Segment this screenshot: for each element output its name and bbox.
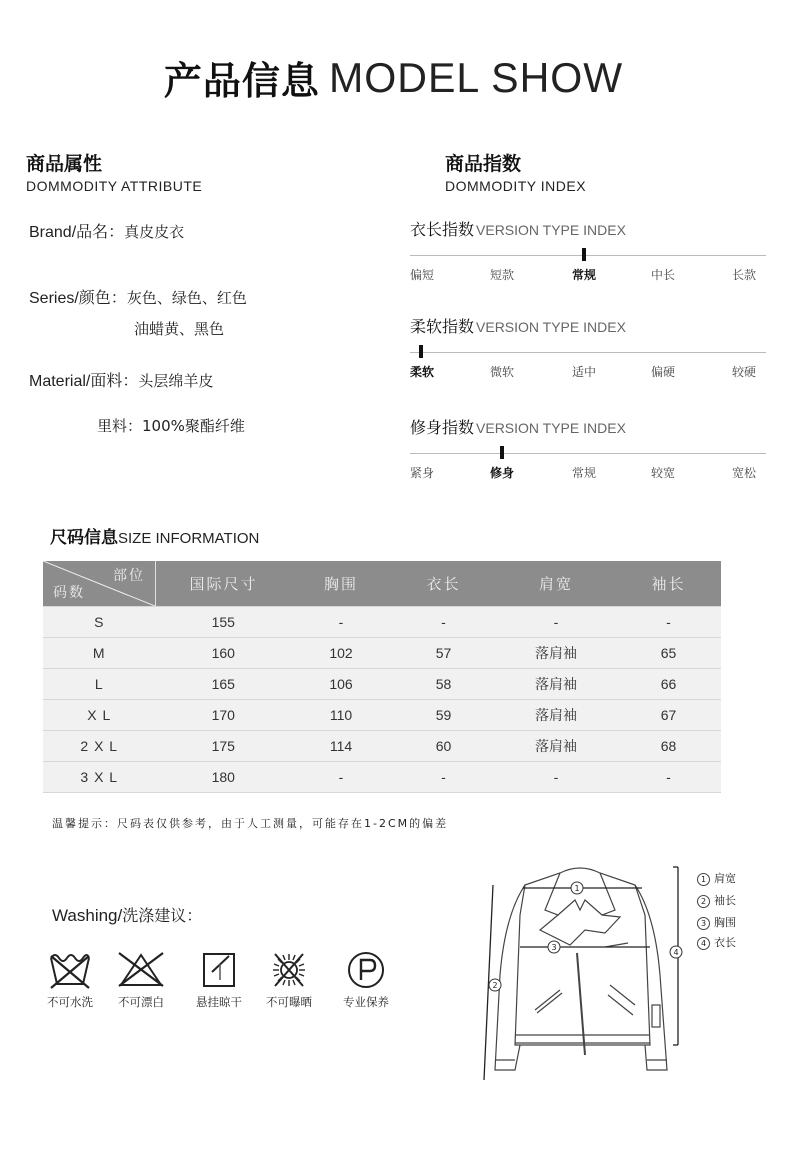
washing-heading-en: Washing/ <box>52 906 123 925</box>
size-cell: - <box>496 762 616 793</box>
wash-label: 不可漂白 <box>118 995 164 1009</box>
size-cell: 落肩袖 <box>496 700 616 731</box>
scale-option: 较宽 <box>651 466 676 480</box>
size-cell: - <box>391 607 496 638</box>
material-label: Material/面料： <box>29 373 139 390</box>
index-heading-cn: 商品指数 <box>445 153 522 175</box>
scale-option: 偏短 <box>410 268 435 282</box>
washing-heading <box>52 903 202 926</box>
series-label: Series/颜色： <box>29 290 127 307</box>
legend-label: 胸围 <box>714 916 736 929</box>
size-row <box>43 638 721 669</box>
scale-option: 常规 <box>572 268 597 282</box>
lining-value: 100%聚酯纤维 <box>142 417 245 435</box>
series-row-2 <box>134 318 224 339</box>
softness-index <box>410 314 766 381</box>
material-row <box>29 368 213 391</box>
size-cell: - <box>391 762 496 793</box>
legend-item <box>697 934 736 950</box>
size-row <box>43 762 721 793</box>
series-row <box>29 285 247 308</box>
series-line1: 灰色、绿色、红色 <box>126 289 247 307</box>
diagram-marker-2: 2 <box>492 981 498 990</box>
column-header: 胸围 <box>291 561 391 607</box>
legend-item <box>697 892 736 908</box>
size-cell: 68 <box>616 731 721 762</box>
scale-title-en: VERSION TYPE INDEX <box>476 222 626 238</box>
size-label: 3 X L <box>43 762 156 793</box>
size-cell: - <box>291 762 391 793</box>
size-label: L <box>43 669 156 700</box>
scale-title-cn: 修身指数 <box>410 418 475 437</box>
diagram-marker-4: 4 <box>673 948 679 957</box>
index-slider <box>410 246 766 264</box>
washing-heading-cn: 洗涤建议： <box>122 906 203 925</box>
scale-option: 微软 <box>490 365 515 379</box>
wash-label: 悬挂晾干 <box>196 995 242 1009</box>
index-slider <box>410 444 766 462</box>
slider-marker <box>419 345 423 358</box>
size-cell: 60 <box>391 731 496 762</box>
slider-track <box>410 453 766 454</box>
column-header: 袖长 <box>616 561 721 607</box>
brand-label: Brand/品名： <box>29 224 125 241</box>
scale-title-en: VERSION TYPE INDEX <box>476 319 626 335</box>
slider-marker <box>500 446 504 459</box>
size-cell: 66 <box>616 669 721 700</box>
legend-item <box>697 870 736 886</box>
corner-top-label: 部位 <box>113 568 145 584</box>
index-heading <box>445 149 586 194</box>
size-heading <box>50 523 259 548</box>
brand-value: 真皮皮衣 <box>124 223 185 241</box>
scale-option: 常规 <box>572 466 597 480</box>
wash-label: 专业保养 <box>343 995 389 1009</box>
material-value: 头层绵羊皮 <box>138 372 214 390</box>
size-cell: 110 <box>291 700 391 731</box>
legend-num: 2 <box>697 895 710 908</box>
size-row <box>43 669 721 700</box>
size-cell: 59 <box>391 700 496 731</box>
size-label: X L <box>43 700 156 731</box>
professional-care-icon <box>346 950 386 990</box>
size-cell: 155 <box>156 607 292 638</box>
size-cell: 102 <box>291 638 391 669</box>
size-table-header <box>43 561 721 607</box>
size-cell: - <box>291 607 391 638</box>
scale-labels <box>410 266 766 284</box>
legend-item <box>697 914 736 930</box>
fit-index <box>410 415 766 482</box>
lining-row <box>97 415 245 436</box>
scale-option: 适中 <box>572 365 597 379</box>
length-index <box>410 217 766 284</box>
size-cell: - <box>616 762 721 793</box>
scale-option: 修身 <box>490 466 515 480</box>
size-tip: 温馨提示：尺码表仅供参考，由于人工测量，可能存在1-2CM的偏差 <box>52 817 449 830</box>
size-cell: 落肩袖 <box>496 669 616 700</box>
corner-header <box>43 561 156 607</box>
size-row <box>43 731 721 762</box>
size-cell: 65 <box>616 638 721 669</box>
scale-title-en: VERSION TYPE INDEX <box>476 420 626 436</box>
wash-item <box>111 950 171 1010</box>
index-heading-en: DOMMODITY INDEX <box>445 178 587 194</box>
wash-item <box>40 950 100 1010</box>
size-cell: 114 <box>291 731 391 762</box>
size-cell: 165 <box>156 669 292 700</box>
attribute-heading-cn: 商品属性 <box>26 153 103 175</box>
size-cell: 67 <box>616 700 721 731</box>
wash-item <box>189 950 249 1010</box>
slider-marker <box>582 248 586 261</box>
size-cell: 106 <box>291 669 391 700</box>
size-label: S <box>43 607 156 638</box>
scale-labels <box>410 363 766 381</box>
size-row <box>43 700 721 731</box>
size-label: 2 X L <box>43 731 156 762</box>
size-cell: 58 <box>391 669 496 700</box>
no-bleach-icon <box>116 950 166 990</box>
no-wash-icon <box>47 950 93 990</box>
page-title <box>0 50 790 105</box>
scale-option: 较硬 <box>732 365 757 379</box>
size-row <box>43 607 721 638</box>
size-cell: - <box>616 607 721 638</box>
size-heading-en: SIZE INFORMATION <box>118 530 260 547</box>
attribute-heading-en: DOMMODITY ATTRIBUTE <box>26 178 203 194</box>
scale-option: 短款 <box>490 268 515 282</box>
legend-label: 肩宽 <box>714 872 736 885</box>
corner-bottom-label: 码数 <box>53 585 85 601</box>
size-cell: - <box>496 607 616 638</box>
size-label: M <box>43 638 156 669</box>
size-cell: 170 <box>156 700 292 731</box>
wash-item <box>259 950 319 1010</box>
column-header: 肩宽 <box>496 561 616 607</box>
title-cn: 产品信息 <box>163 59 320 103</box>
scale-option: 长款 <box>732 268 757 282</box>
hang-dry-icon <box>199 950 239 990</box>
slider-track <box>410 255 766 256</box>
size-heading-cn: 尺码信息 <box>50 528 118 548</box>
column-header: 衣长 <box>391 561 496 607</box>
size-cell: 落肩袖 <box>496 638 616 669</box>
scale-option: 中长 <box>651 268 676 282</box>
scale-option: 偏硬 <box>651 365 676 379</box>
scale-labels <box>410 464 766 482</box>
scale-title-cn: 柔软指数 <box>410 317 475 336</box>
title-en: MODEL SHOW <box>328 53 624 101</box>
wash-label: 不可曝晒 <box>266 995 312 1009</box>
legend-num: 3 <box>697 917 710 930</box>
attribute-heading <box>26 149 202 194</box>
diagram-marker-3: 3 <box>551 943 557 952</box>
legend-num: 1 <box>697 873 710 886</box>
scale-option: 紧身 <box>410 466 435 480</box>
size-cell: 160 <box>156 638 292 669</box>
scale-option: 宽松 <box>732 466 757 480</box>
wash-label: 不可水洗 <box>47 995 93 1009</box>
size-cell: 57 <box>391 638 496 669</box>
wash-item <box>336 950 396 1010</box>
size-cell: 175 <box>156 731 292 762</box>
scale-option: 柔软 <box>410 365 435 379</box>
lining-label: 里料： <box>97 417 143 435</box>
legend-label: 衣长 <box>714 936 736 949</box>
slider-track <box>410 352 766 353</box>
brand-row <box>29 219 184 242</box>
legend-num: 4 <box>697 937 710 950</box>
column-header: 国际尺寸 <box>156 561 292 607</box>
legend-label: 袖长 <box>714 894 736 907</box>
series-line2: 油蜡黄、黑色 <box>134 320 225 338</box>
jacket-diagram <box>480 855 690 1085</box>
size-cell: 180 <box>156 762 292 793</box>
size-table <box>43 561 721 793</box>
diagram-marker-1: 1 <box>574 884 580 893</box>
size-cell: 落肩袖 <box>496 731 616 762</box>
scale-title-cn: 衣长指数 <box>410 220 475 239</box>
index-slider <box>410 343 766 361</box>
size-table-body <box>43 607 721 793</box>
no-sun-dry-icon <box>269 950 309 990</box>
